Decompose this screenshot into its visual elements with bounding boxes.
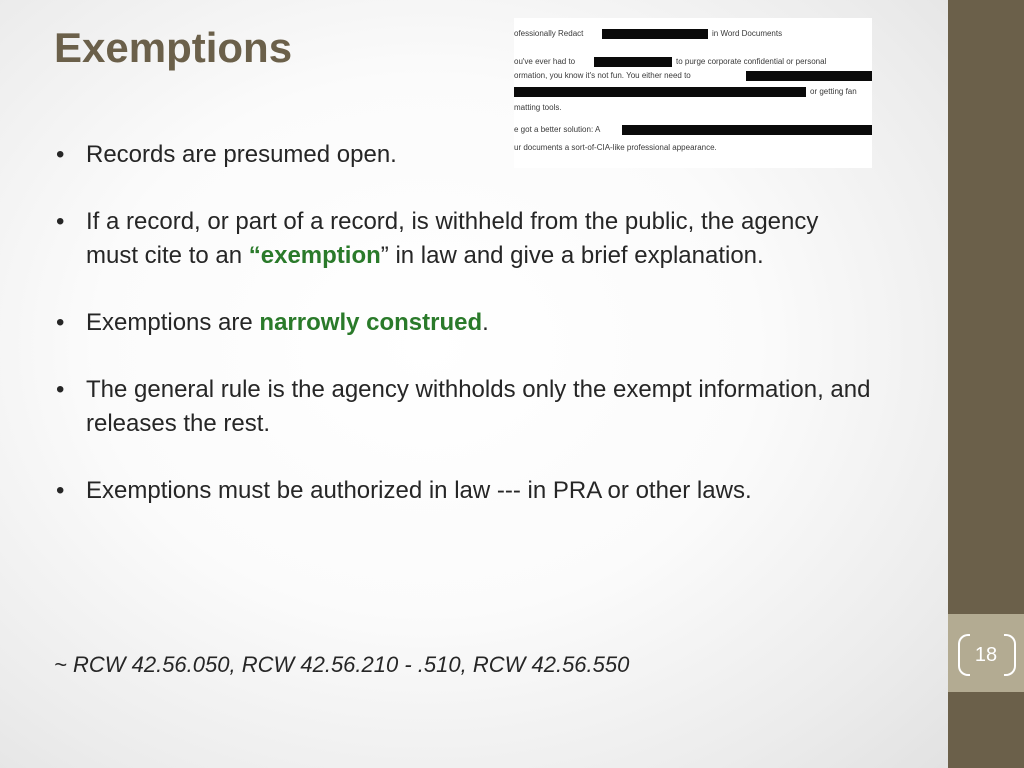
image-text: in Word Documents (712, 29, 783, 38)
citation: ~ RCW 42.56.050, RCW 42.56.210 - .510, RCW 42.56.550 (54, 652, 630, 677)
bullet-item (56, 205, 876, 273)
page-number-box (948, 614, 1024, 692)
bullet-icon: • (56, 477, 65, 504)
bullet-item (56, 373, 876, 441)
redaction-bar (622, 125, 872, 135)
bullet-item (56, 138, 876, 172)
bullet-text: Exemptions must be authorized in law --- in PRA or other laws. (86, 477, 752, 504)
highlight-term: “exemption (248, 242, 381, 269)
bullet-text: ” in law and give a brief explanation. (380, 242, 764, 269)
redaction-bar (514, 87, 806, 97)
bullet-list (56, 138, 876, 541)
bullet-icon: • (56, 376, 65, 403)
image-text: ou've ever had to (514, 57, 576, 66)
bullet-item (56, 306, 876, 340)
bullet-icon: • (56, 208, 65, 235)
bullet-item (56, 474, 876, 508)
bullet-text: Records are presumed open. (86, 141, 397, 168)
image-text: ofessionally Redact (514, 29, 584, 38)
image-text: to purge corporate confidential or personal (676, 57, 827, 66)
bullet-icon: • (56, 309, 65, 336)
image-text: matting tools. (514, 103, 562, 112)
highlight-term: narrowly construed (259, 309, 483, 336)
image-text: e got a better solution: A (514, 125, 601, 134)
image-text: ormation, you know it's not fun. You either need to (514, 71, 691, 80)
bullet-text: . (482, 309, 489, 336)
bullet-text: The general rule is the agency withholds only the exempt information, and releases the rest. (86, 376, 871, 437)
redaction-bar (602, 29, 708, 39)
redaction-bar (594, 57, 672, 67)
slide-title: Exemptions (54, 24, 293, 71)
redaction-bar (746, 71, 872, 81)
bullet-text: If a record, or part of a record, is withheld from the public, the agency must cite to an (86, 208, 819, 269)
bullet-icon: • (56, 141, 65, 168)
image-text: or getting fan (810, 87, 857, 96)
bullet-text: Exemptions are (86, 309, 260, 336)
page-number: 18 (974, 644, 998, 666)
image-text: ur documents a sort-of-CIA-like professional appearance. (514, 143, 717, 152)
